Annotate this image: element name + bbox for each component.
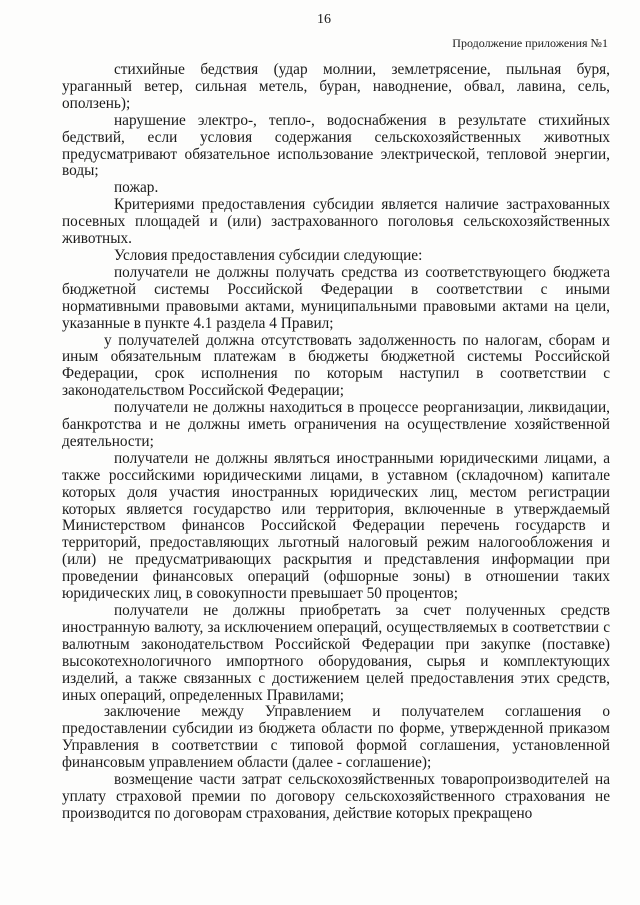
paragraph-criteria: Критериями предоставления субсидии является наличие застрахованных посевных площадей и (или) застрахованного поголовья сельскохозяйственных животных.	[62, 196, 610, 248]
paragraph-conditions-heading: Условия предоставления субсидии следующие:	[114, 246, 423, 264]
page-number: 16	[317, 12, 331, 27]
paragraph-condition-no-reorganization: получатели не должны находиться в процессе реорганизации, ликвидации, банкротства и не должны иметь ограничения на осуществление хозяйственной деятельности;	[62, 399, 610, 450]
paragraph-condition-not-foreign: получатели не должны являться иностранными юридическими лицами, а также российскими юридическими лицами, в уставном (складочном) капитале которых доля участия иностранных юридических лиц, местом регистрации которых является государство или территория, включенные в утверждаемый Министерством финансов Российской Федерации перечень государств и территорий, предоставляющих льготный налоговый режим налогообложения и (или) не предусматривающих раскрытия и представления информации при проведении финансовых операций (офшорные зоны) в отношении таких юридических лиц, в совокупности превышает 50 процентов;	[62, 449, 610, 603]
paragraph-reimbursement: возмещение части затрат сельскохозяйственных товаропроизводителей на уплату страховой премии по договору сельскохозяйственного страхования не производится по договорам страхования, действие которых прекращено	[62, 771, 610, 822]
appendix-continuation-note: Продолжение приложения №1	[452, 36, 608, 50]
paragraph-condition-agreement: заключение между Управлением и получателем соглашения о предоставлении субсидии из бюджета области по форме, утвержденной приказом Управления в соответствии с типовой формой соглашения, установленной финансовым управлением области (далее - соглашение);	[62, 703, 610, 772]
document-body	[62, 62, 610, 823]
paragraph-fire: пожар.	[114, 179, 159, 197]
paragraph-condition-no-currency: получатели не должны приобретать за счет полученных средств иностранную валюту, за исключением операций, осуществляемых в соответствии с валютным законодательством Российской Федерации при закупке (поставке) высокотехнологичного импортного оборудования, сырья и комплектующих изделий, а также связанных с достижением целей предоставления этих средств, иных операций, определенных Правилами;	[62, 602, 610, 704]
paragraph-natural-disasters: стихийные бедствия (удар молнии, землетрясение, пыльная буря, ураганный ветер, сильная метель, буран, наводнение, обвал, лавина, сель, оползень);	[62, 61, 610, 112]
paragraph-condition-no-debt: у получателей должна отсутствовать задолженность по налогам, сборам и иным обязательным платежам в бюджеты бюджетной системы Российской Федерации, срок исполнения по которым наступил в соответствии с законодательством Российской Федерации;	[62, 331, 610, 400]
paragraph-condition-no-other-funds: получатели не должны получать средства из соответствующего бюджета бюджетной системы Российской Федерации в соответствии с иными нормативными правовыми актами, муниципальными правовыми актами на цели, указанные в пункте 4.1 раздела 4 Правил;	[62, 263, 610, 332]
paragraph-utility-disruption: нарушение электро-, тепло-, водоснабжения в результате стихийных бедствий, если условия содержания сельскохозяйственных животных предусматривают обязательное использование электрической, тепловой энергии, воды;	[62, 111, 610, 180]
